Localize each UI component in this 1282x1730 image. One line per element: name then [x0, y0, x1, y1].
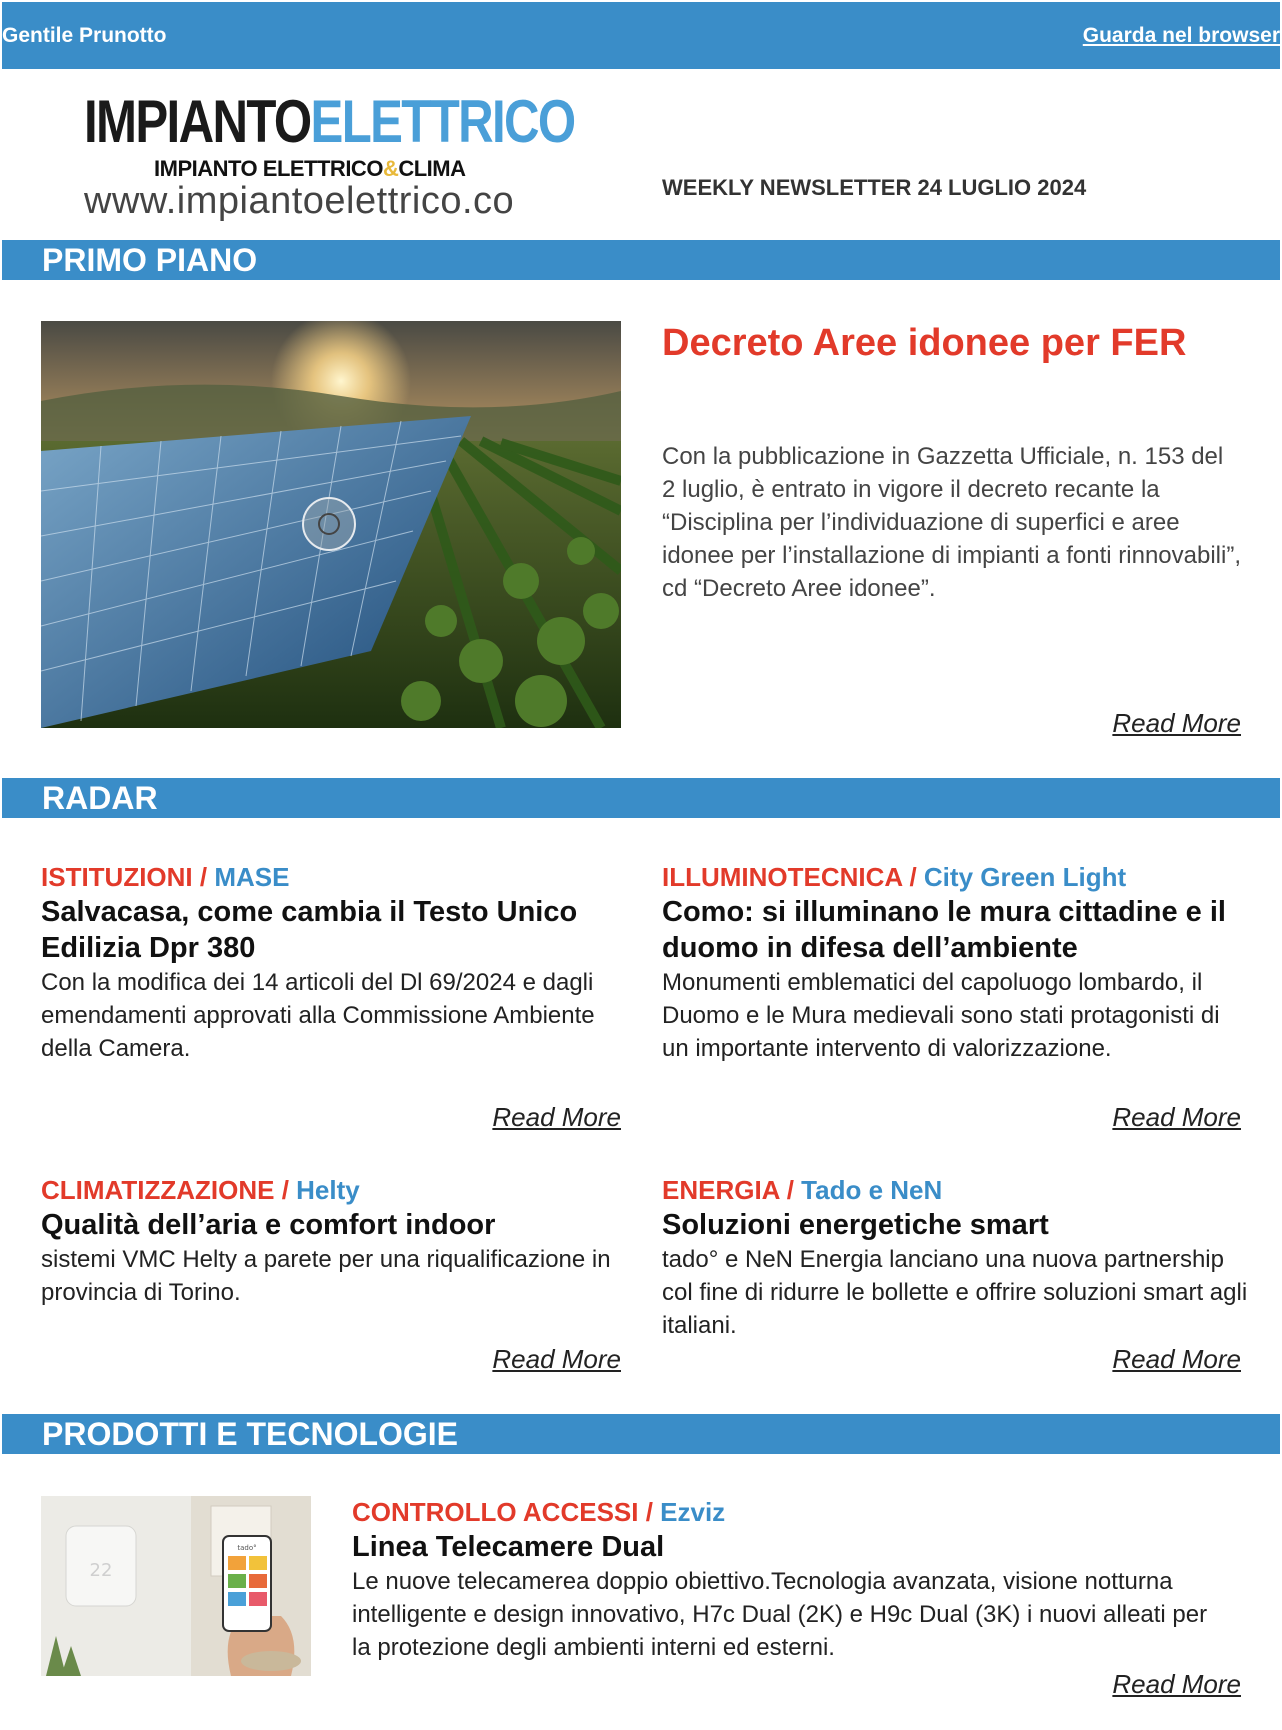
- hero-read-more-link[interactable]: Read More: [1112, 708, 1241, 738]
- thermostat-reading: 22: [89, 1560, 113, 1581]
- article-category: CLIMATIZZAZIONE / Helty: [41, 1175, 360, 1205]
- article-title[interactable]: Qualità dell’aria e comfort indoor: [41, 1209, 496, 1241]
- logo-wordmark: IMPIANTOELETTRICO: [84, 88, 575, 155]
- radar-article-2: [662, 860, 1252, 1065]
- product-article: [352, 1495, 1232, 1664]
- article-summary: Monumenti emblematici del capoluogo lombardo, il Duomo e le Mura medievali sono stati protagonisti di un importante intervento di valorizzazione.: [662, 969, 1220, 1062]
- greeting-text: Gentile Prunotto: [2, 24, 167, 47]
- article-summary: Le nuove telecamerea doppio obiettivo.Tecnologia avanzata, visione notturna intelligente e design innovativo, H7c Dual (2K) e H9c Dual (3K) i nuovi alleati per la protezione degli ambienti interni ed esterni.: [352, 1568, 1208, 1661]
- radar-article-2-read-more-link[interactable]: Read More: [1112, 1102, 1241, 1132]
- radar-article-3-read-more-link[interactable]: Read More: [492, 1344, 621, 1374]
- radar-article-4-read-more-link[interactable]: Read More: [1112, 1344, 1241, 1374]
- hero-article-title[interactable]: Decreto Aree idonee per FER: [662, 322, 1187, 364]
- top-bar: [2, 2, 1280, 69]
- hero-solar-panel-image[interactable]: [41, 321, 621, 728]
- radar-article-1: [41, 860, 631, 1065]
- radar-article-4: [662, 1173, 1252, 1342]
- brand-logo[interactable]: [84, 90, 574, 222]
- article-category: ISTITUZIONI / MASE: [41, 862, 290, 892]
- section-header-primo-piano: PRIMO PIANO: [2, 240, 1280, 280]
- article-title[interactable]: Salvacasa, come cambia il Testo Unico Edilizia Dpr 380: [41, 896, 578, 964]
- section-header-prodotti-e-tecnologie: PRODOTTI E TECNOLOGIE: [2, 1414, 1280, 1454]
- article-summary: tado° e NeN Energia lanciano una nuova partnership col fine di ridurre le bollette e offrire soluzioni smart agli italiani.: [662, 1246, 1248, 1339]
- article-title[interactable]: Como: si illuminano le mura cittadine e il duomo in difesa dell’ambiente: [662, 896, 1226, 964]
- radar-article-3: [41, 1173, 631, 1309]
- logo-subtitle: IMPIANTO ELETTRICO&CLIMA: [154, 156, 466, 181]
- logo-url: www.impiantoelettrico.co: [84, 180, 515, 222]
- article-category: ENERGIA / Tado e NeN: [662, 1175, 943, 1205]
- newsletter-date-label: WEEKLY NEWSLETTER 24 LUGLIO 2024: [662, 175, 1087, 200]
- article-title[interactable]: Linea Telecamere Dual: [352, 1531, 665, 1563]
- article-category: ILLUMINOTECNICA / City Green Light: [662, 862, 1127, 892]
- app-logo: tado°: [237, 1544, 257, 1552]
- article-summary: sistemi VMC Helty a parete per una riqualificazione in provincia di Torino.: [41, 1246, 611, 1306]
- radar-article-1-read-more-link[interactable]: Read More: [492, 1102, 621, 1132]
- product-thermostat-image[interactable]: [41, 1496, 311, 1676]
- hero-article-summary: Con la pubblicazione in Gazzetta Ufficiale, n. 153 del 2 luglio, è entrato in vigore il decreto recante la “Disciplina per l’individuazione di superfici e aree idonee per l’installazione di impianti a fonti rinnovabili”, cd “Decreto Aree idonee”.: [662, 443, 1241, 602]
- article-category: CONTROLLO ACCESSI / Ezviz: [352, 1497, 726, 1527]
- article-summary: Con la modifica dei 14 articoli del Dl 69/2024 e dagli emendamenti approvati alla Commissione Ambiente della Camera.: [41, 969, 595, 1062]
- section-header-radar: RADAR: [2, 778, 1280, 818]
- product-read-more-link[interactable]: Read More: [1112, 1669, 1241, 1699]
- view-in-browser-link[interactable]: Guarda nel browser: [1082, 24, 1280, 47]
- article-title[interactable]: Soluzioni energetiche smart: [662, 1209, 1049, 1241]
